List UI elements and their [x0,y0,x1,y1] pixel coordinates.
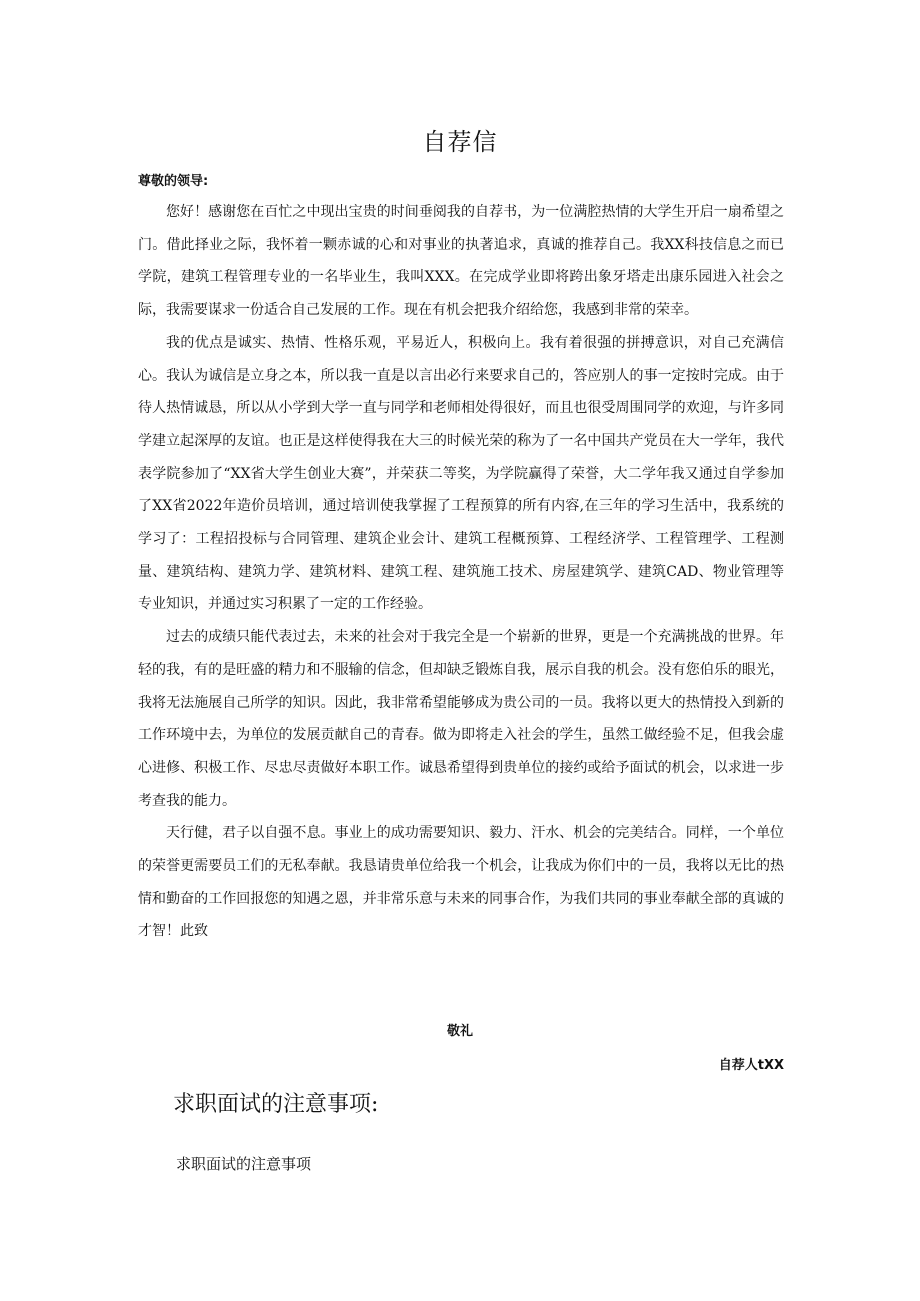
paragraph-strengths: 我的优点是诚实、热情、性格乐观，平易近人，积极向上。我有着很强的拼搏意识，对自己充满信心。我认为诚信是立身之本，所以我一直是以言出必行来要求自己的，答应别人的事一定按时完成。由于待人热情诚恳，所以从小学到大学一直与同学和老师相处得很好，而且也很受周围同学的欢迎，与许多同学建立起深厚的友谊。也正是这样使得我在大三的时候光荣的称为了一名中国共产党员在大一学年，我代表学院参加了“XX省大学生创业大赛”，并荣获二等奖，为学院赢得了荣誉，大二学年我又通过自学参加了XX省2022年造价员培训，通过培训使我掌握了工程预算的所有内容,在三年的学习生活中，我系统的学习了：工程招投标与合同管理、建筑企业会计、建筑工程概预算、工程经济学、工程管理学、工程测量、建筑结构、建筑力学、建筑材料、建筑工程、建筑施工技术、房屋建筑学、建筑CAD、物业管理等专业知识，并通过实习积累了一定的工作经验。 [138,334,784,613]
letter-body [138,196,784,948]
letter-closing: 敬礼 [446,1024,473,1039]
paragraph-intro: 您好！感谢您在百忙之中现出宝贵的时间垂阅我的自荐书，为一位满腔热情的大学生开启一扇希望之门。借此择业之际，我怀着一颗赤诚的心和对事业的执著追求，真诚的推荐自己。我XX科技信息之而已学院，建筑工程管理专业的一名毕业生，我叫XXX。在完成学业即将跨出象牙塔走出康乐园进入社会之际，我需要谋求一份适合自己发展的工作。现在有机会把我介绍给您，我感到非常的荣幸。 [138,204,784,319]
letter-title: 自荐信 [422,128,498,156]
section-heading: 求职面试的注意事项: [173,1092,379,1117]
letter-signature: 自荐人tXX [718,1058,784,1073]
paragraph-conclusion: 天行健，君子以自强不息。事业上的成功需要知识、毅力、汗水、机会的完美结合。同样，一个单位的荣誉更需要员工们的无私奉献。我恳请贵单位给我一个机会，让我成为你们中的一员，我将以无比的热情和勤奋的工作回报您的知遇之恩，并非常乐意与未来的同事合作，为我们共同的事业奉献全部的真诚的才智！此致 [138,825,784,940]
salutation: 尊敬的领导: [138,174,209,189]
section-subheading: 求职面试的注意事项 [176,1155,312,1173]
paragraph-future: 过去的成绩只能代表过去，未来的社会对于我完全是一个崭新的世界，更是一个充满挑战的世界。年轻的我，有的是旺盛的精力和不服输的信念，但却缺乏锻炼自我，展示自我的机会。没有您伯乐的眼光，我将无法施展自己所学的知识。因此，我非常希望能够成为贵公司的一员。我将以更大的热情投入到新的工作环境中去，为单位的发展贡献自己的青春。做为即将走入社会的学生，虽然工做经验不足，但我会虚心进修、积极工作、尽忠尽责做好本职工作。诚恳希望得到贵单位的接约或给予面试的机会，以求进一步考查我的能力。 [138,629,784,809]
